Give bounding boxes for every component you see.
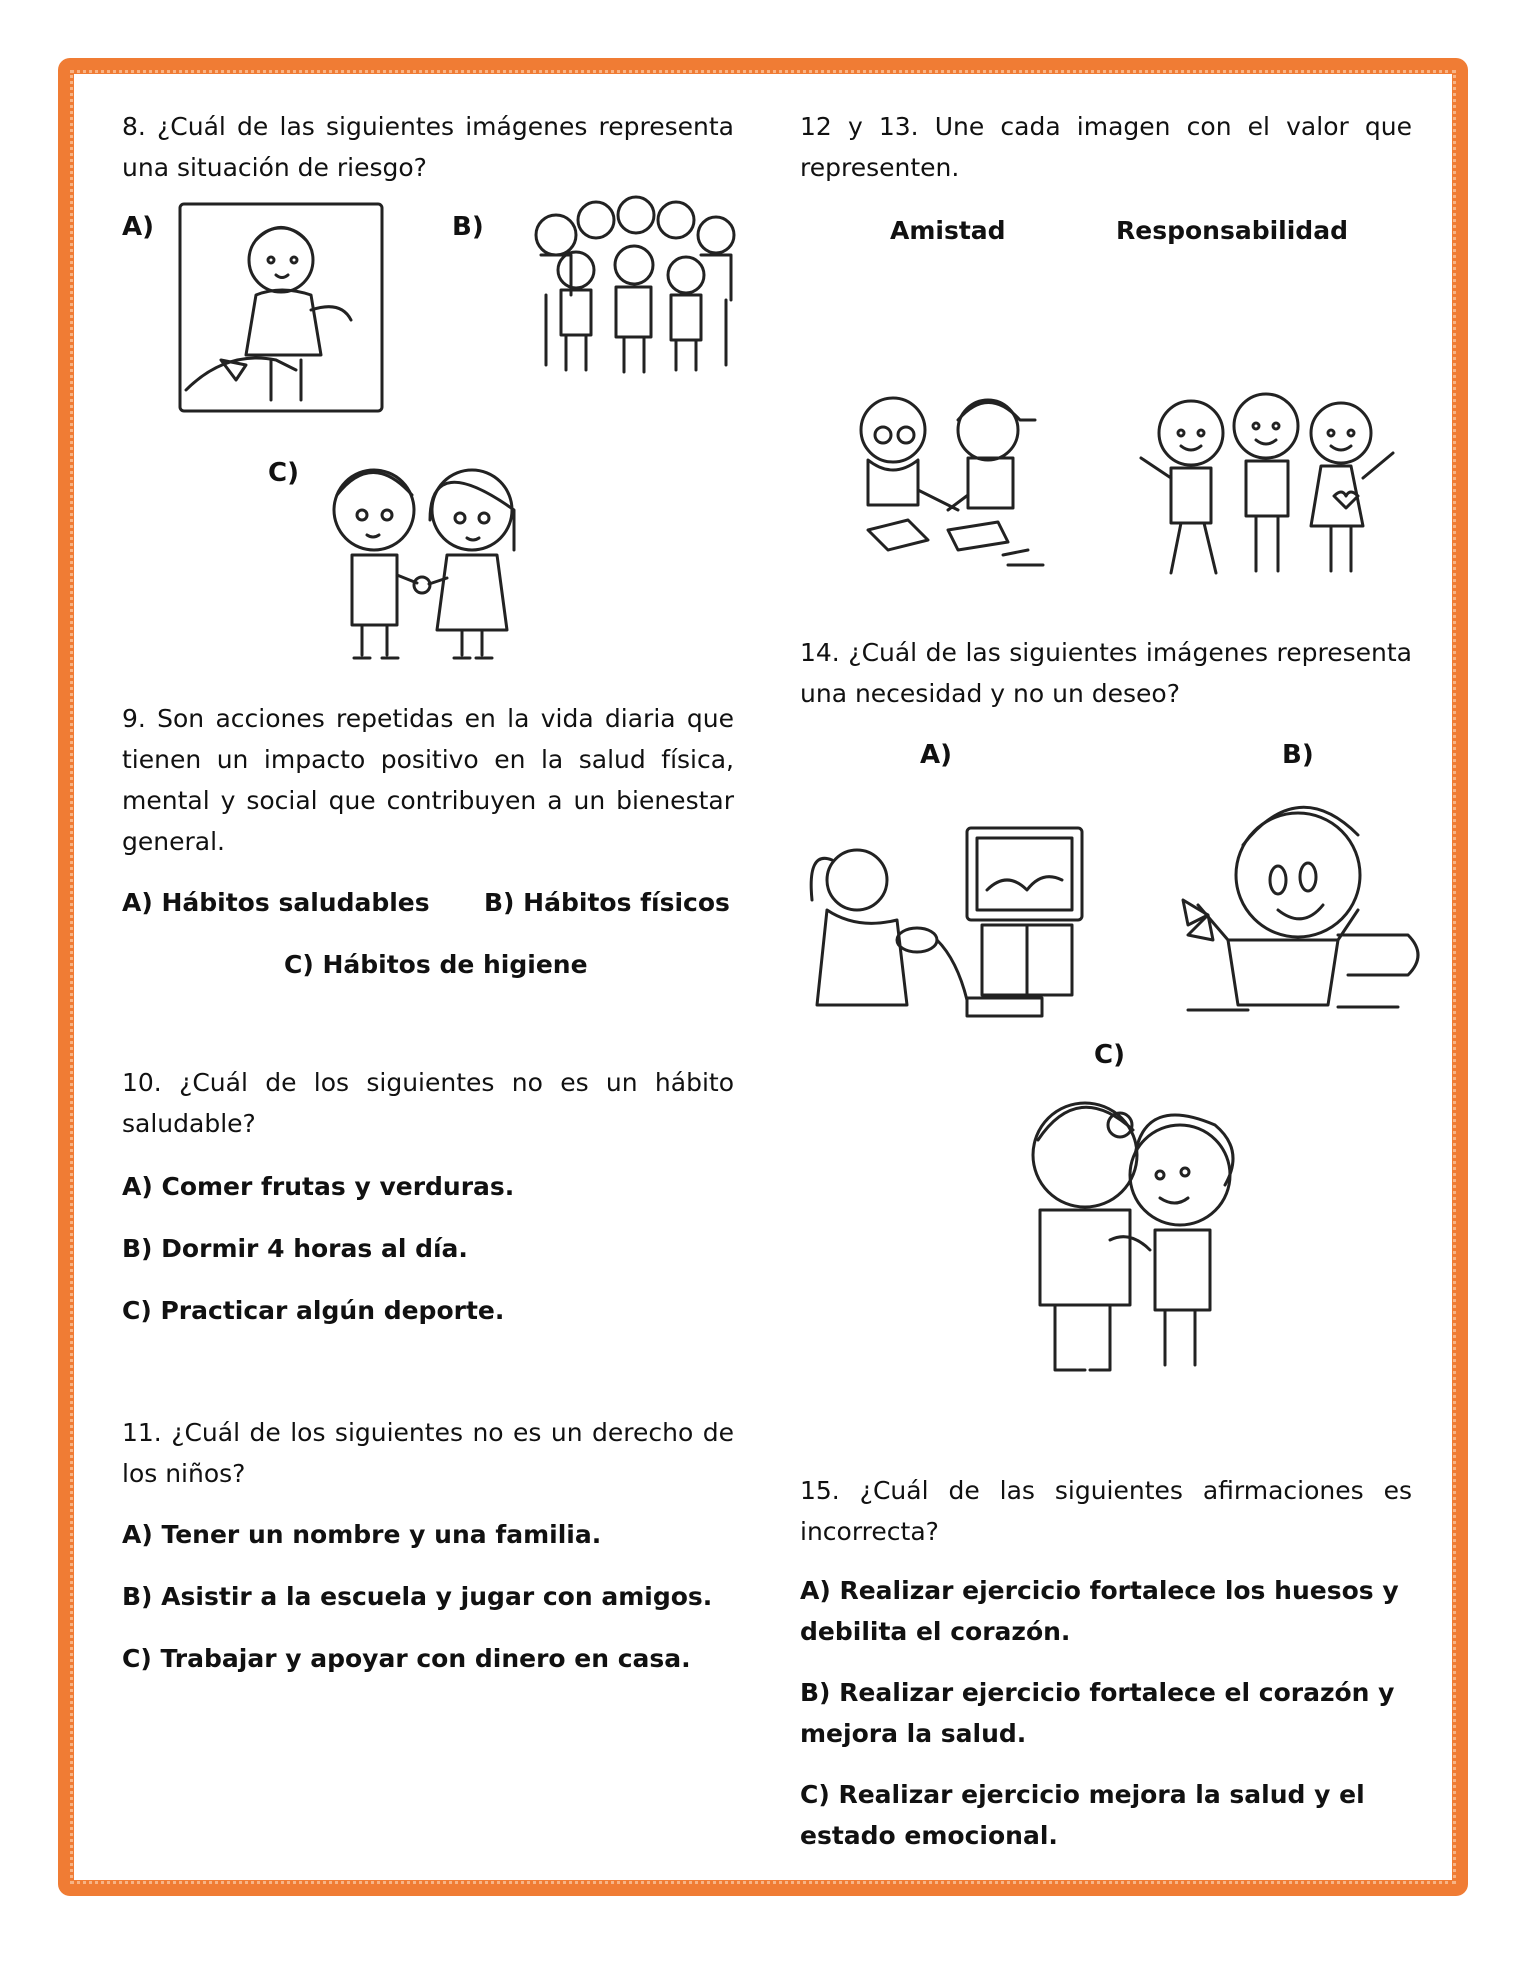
q10-option-a[interactable]: A) Comer frutas y verduras. xyxy=(122,1172,515,1201)
q9-option-b[interactable]: B) Hábitos físicos xyxy=(484,888,730,917)
q11-option-b[interactable]: B) Asistir a la escuela y jugar con amigos. xyxy=(122,1582,713,1611)
q14-image-b-gift-box[interactable] xyxy=(1168,795,1430,1025)
q9-option-a[interactable]: A) Hábitos saludables xyxy=(122,888,430,917)
q15-option-b[interactable]: B) Realizar ejercicio fortalece el corazón y mejora la salud. xyxy=(800,1678,1395,1748)
q10-option-c[interactable]: C) Practicar algún deporte. xyxy=(122,1296,505,1325)
q15-option-c[interactable]: C) Realizar ejercicio mejora la salud y el estado emocional. xyxy=(800,1780,1365,1850)
q14-image-a-video-game[interactable] xyxy=(802,820,1092,1025)
question-8-text: 8. ¿Cuál de las siguientes imágenes representa una situación de riesgo? xyxy=(122,112,734,182)
q13-value-responsabilidad[interactable]: Responsabilidad xyxy=(1116,216,1348,245)
q8-option-b-label: B) xyxy=(452,212,484,242)
q12-value-amistad[interactable]: Amistad xyxy=(890,216,1006,245)
q8-option-a-label: A) xyxy=(122,212,155,242)
q8-image-a-stranger-candy[interactable] xyxy=(176,200,386,415)
q8-option-c-label: C) xyxy=(268,458,299,488)
question-10-text: 10. ¿Cuál de los siguientes no es un hábito saludable? xyxy=(122,1068,734,1138)
q8-image-b-group-of-children[interactable] xyxy=(516,190,746,380)
question-12-13-text: 12 y 13. Une cada imagen con el valor que representen. xyxy=(800,112,1412,182)
q9-option-c[interactable]: C) Hábitos de higiene xyxy=(284,950,588,979)
q14-image-c-medical-care[interactable] xyxy=(1010,1080,1250,1390)
question-11-text: 11. ¿Cuál de los siguientes no es un derecho de los niños? xyxy=(122,1418,734,1488)
q11-option-a[interactable]: A) Tener un nombre y una familia. xyxy=(122,1520,602,1549)
q14-option-b-label: B) xyxy=(1282,740,1314,770)
q14-option-a-label: A) xyxy=(920,740,953,770)
q10-option-b[interactable]: B) Dormir 4 horas al día. xyxy=(122,1234,468,1263)
question-15-text: 15. ¿Cuál de las siguientes afirmaciones es incorrecta? xyxy=(800,1476,1412,1546)
q14-option-c-label: C) xyxy=(1094,1040,1125,1070)
q13-image-friends-walking[interactable] xyxy=(1126,378,1408,588)
q11-option-c[interactable]: C) Trabajar y apoyar con dinero en casa. xyxy=(122,1644,691,1673)
q8-image-c-children-sharing[interactable] xyxy=(312,450,542,670)
question-14-text: 14. ¿Cuál de las siguientes imágenes representa una necesidad y no un deseo? xyxy=(800,638,1412,708)
q15-option-a[interactable]: A) Realizar ejercicio fortalece los huesos y debilita el corazón. xyxy=(800,1576,1399,1646)
q12-image-children-studying[interactable] xyxy=(838,380,1060,580)
question-9-text: 9. Son acciones repetidas en la vida diaria que tienen un impacto positivo en la salud física, mental y social que contribuyen a un bienestar general. xyxy=(122,704,734,856)
